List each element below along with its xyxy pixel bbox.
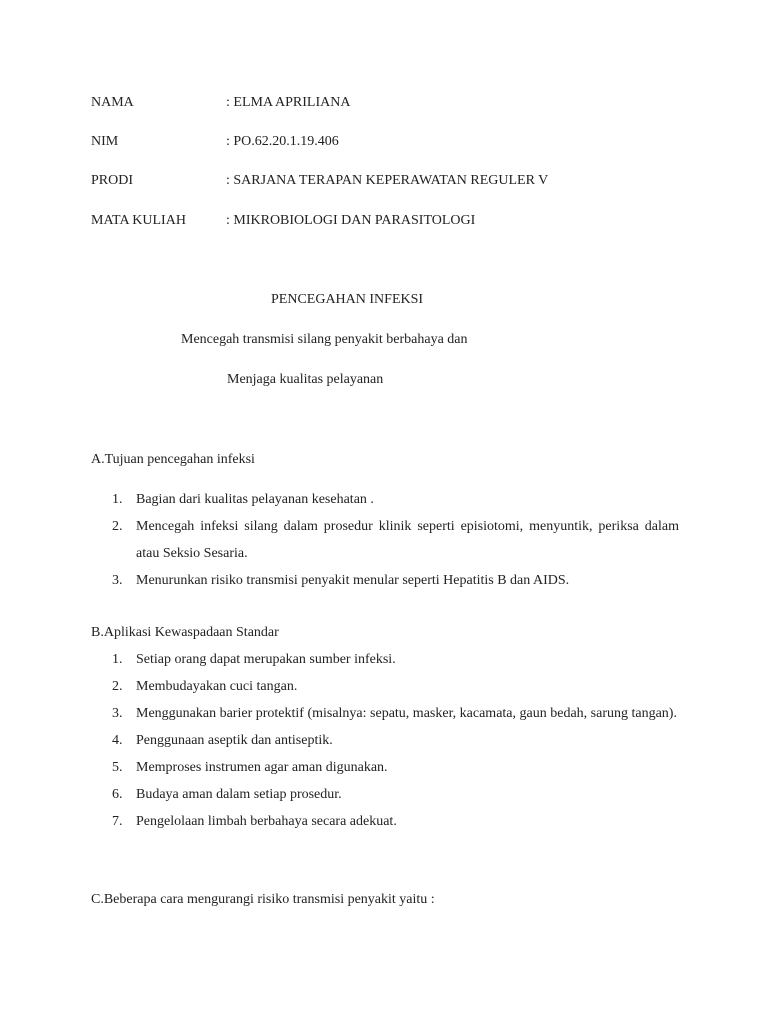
list-item-number: 5. — [112, 760, 123, 775]
list-item-text: Penggunaan aseptik dan antiseptik. — [136, 733, 333, 748]
section-b-list — [91, 646, 679, 835]
identity-label-mata-kuliah: MATA KULIAH — [91, 213, 186, 228]
identity-value-nim: : PO.62.20.1.19.406 — [226, 134, 339, 149]
list-item — [91, 808, 679, 835]
section-b-heading: B.Aplikasi Kewaspadaan Standar — [91, 625, 279, 640]
list-item-number: 1. — [112, 492, 123, 507]
list-item — [91, 727, 679, 754]
list-item — [91, 513, 679, 567]
list-item — [91, 486, 679, 513]
list-item-number: 7. — [112, 814, 123, 829]
list-item — [91, 781, 679, 808]
list-item-number: 6. — [112, 787, 123, 802]
section-c-heading: C.Beberapa cara mengurangi risiko transmisi penyakit yaitu : — [91, 892, 435, 907]
list-item-number: 3. — [112, 573, 123, 588]
section-a-list — [91, 486, 679, 594]
list-item-text: Menurunkan risiko transmisi penyakit menular seperti Hepatitis B dan AIDS. — [136, 573, 570, 588]
list-item-text: Pengelolaan limbah berbahaya secara adekuat. — [136, 814, 397, 829]
section-a-heading: A.Tujuan pencegahan infeksi — [91, 452, 255, 467]
identity-value-nama: : ELMA APRILIANA — [226, 95, 351, 110]
list-item — [91, 700, 679, 727]
list-item — [91, 673, 679, 700]
list-item-text: Memproses instrumen agar aman digunakan. — [136, 760, 388, 775]
identity-label-nim: NIM — [91, 134, 119, 149]
list-item-number: 4. — [112, 733, 123, 748]
identity-value-mata-kuliah: : MIKROBIOLOGI DAN PARASITOLOGI — [226, 213, 476, 228]
list-item-text: Menggunakan barier protektif (misalnya: sepatu, masker, kacamata, gaun bedah, sarung tangan). — [136, 706, 677, 721]
list-item-text: Membudayakan cuci tangan. — [136, 679, 298, 694]
document-subtitle-line1: Mencegah transmisi silang penyakit berbahaya dan — [181, 332, 468, 347]
list-item-number: 3. — [112, 706, 123, 721]
document-title: PENCEGAHAN INFEKSI — [271, 292, 424, 307]
identity-label-prodi: PRODI — [91, 173, 134, 188]
list-item — [91, 754, 679, 781]
list-item-text: Bagian dari kualitas pelayanan kesehatan . — [136, 492, 374, 507]
identity-value-prodi: : SARJANA TERAPAN KEPERAWATAN REGULER V — [226, 173, 549, 188]
list-item — [91, 646, 679, 673]
list-item-number: 2. — [112, 679, 123, 694]
list-item-number: 2. — [112, 519, 123, 534]
list-item-number: 1. — [112, 652, 123, 667]
list-item-text: Setiap orang dapat merupakan sumber infeksi. — [136, 652, 396, 667]
document-subtitle-line2: Menjaga kualitas pelayanan — [227, 372, 384, 387]
list-item — [91, 567, 679, 594]
identity-label-nama: NAMA — [91, 95, 134, 110]
list-item-text: Mencegah infeksi silang dalam prosedur klinik seperti episiotomi, menyuntik, periksa dalam atau Seksio Sesaria. — [136, 519, 679, 561]
list-item-text: Budaya aman dalam setiap prosedur. — [136, 787, 342, 802]
